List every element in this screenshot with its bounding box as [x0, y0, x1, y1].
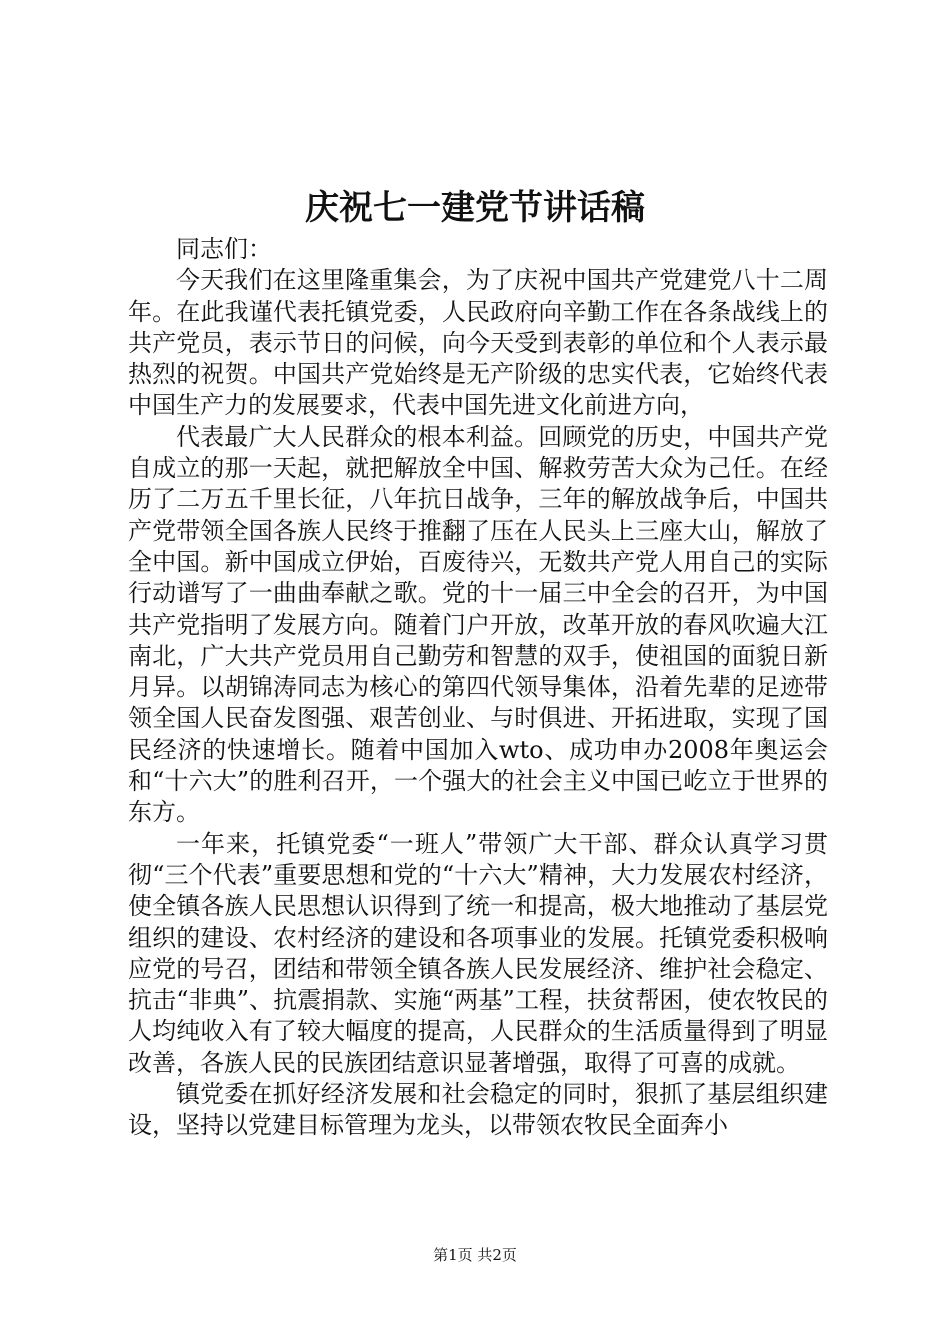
document-body: [128, 234, 828, 1142]
greeting: 同志们：: [176, 235, 272, 263]
paragraph-3: 一年来，托镇党委“一班人”带领广大干部、群众认真学习贯彻“三个代表”重要思想和党的“十六大”精神，大力发展农村经济，使全镇各族人民思想认识得到了统一和提高，极大地推动了基层党组织的建设、农村经济的建设和各项事业的发展。托镇党委积极响应党的号召，团结和带领全镇各族人民发展经济、维护社会稳定、抗击“非典”、抗震捐款、实施“两基”工程，扶贫帮困，使农牧民的人均纯收入有了较大幅度的提高，人民群众的生活质量得到了明显改善，各族人民的民族团结意识显著增强，取得了可喜的成就。: [128, 829, 828, 1077]
paragraph-2: 代表最广大人民群众的根本利益。回顾党的历史，中国共产党自成立的那一天起，就把解放全中国、解救劳苦大众为己任。在经历了二万五千里长征，八年抗日战争，三年的解放战争后，中国共产党带领全国各族人民终于推翻了压在人民头上三座大山，解放了全中国。新中国成立伊始，百废待兴，无数共产党人用自己的实际行动谱写了一曲曲奉献之歌。党的十一届三中全会的召开，为中国共产党指明了发展方向。随着门户开放，改革开放的春风吹遍大江南北，广大共产党员用自己勤劳和智慧的双手，使祖国的面貌日新月异。以胡锦涛同志为核心的第四代领导集体，沿着先辈的足迹带领全国人民奋发图强、艰苦创业、与时俱进、开拓进取，实现了国民经济的快速增长。随着中国加入wto、成功申办2008年奥运会和“十六大”的胜利召开，一个强大的社会主义中国已屹立于世界的东方。: [128, 422, 828, 827]
paragraph-1: 今天我们在这里隆重集会，为了庆祝中国共产党建党八十二周年。在此我谨代表托镇党委，人民政府向辛勤工作在各条战线上的共产党员，表示节日的问候，向今天受到表彰的单位和个人表示最热烈的祝贺。中国共产党始终是无产阶级的忠实代表，它始终代表中国生产力的发展要求，代表中国先进文化前进方向，: [128, 266, 828, 420]
paragraph-4: 镇党委在抓好经济发展和社会稳定的同时，狠抓了基层组织建设，坚持以党建目标管理为龙头，以带领农牧民全面奔小: [128, 1080, 828, 1140]
document-title: 庆祝七一建党节讲话稿: [305, 188, 645, 228]
page-number-footer: 第1页 共2页: [433, 1246, 517, 1264]
